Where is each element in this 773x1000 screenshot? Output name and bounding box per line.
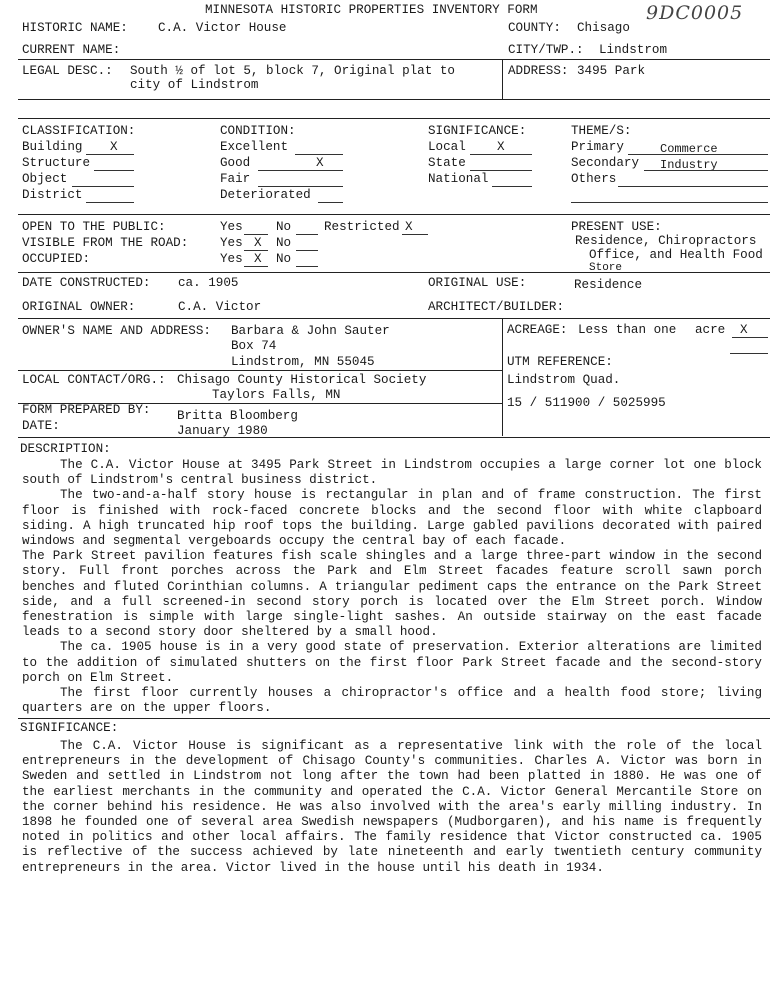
theme-others-label: Others: [571, 172, 617, 186]
divider: [18, 118, 770, 119]
date-value: January 1980: [177, 424, 268, 438]
local-contact-line1: Chisago County Historical Society: [177, 373, 427, 387]
theme-secondary-label: Secondary: [571, 156, 640, 170]
owner-label: OWNER'S NAME AND ADDRESS:: [22, 324, 211, 338]
significance-level-label: SIGNIFICANCE:: [428, 124, 527, 138]
condition-deteriorated: Deteriorated: [220, 188, 311, 202]
blank-line: [628, 154, 768, 155]
description-paragraph: The two-and-a-half story house is rectangular in plan and of frame construction. The first floor is finished with rock-faced concrete blocks and the second floor with white clapboard siding. A high truncated hip roof tops the building. Large gabled pavilions decorated with paired windows and segmental vergeboards occupy the central bay of each facade.: [22, 488, 762, 549]
blank-line: [86, 154, 134, 155]
prepared-by-label: FORM PREPARED BY:: [22, 403, 151, 417]
current-name-label: CURRENT NAME:: [22, 43, 121, 57]
acreage-label: ACREAGE:: [507, 323, 568, 337]
restricted-mark: X: [405, 220, 413, 234]
blank-line: [492, 186, 532, 187]
divider: [18, 370, 503, 371]
blank-line: [402, 234, 428, 235]
address-value: 3495 Park: [577, 64, 646, 78]
open-restricted: Restricted: [324, 220, 400, 234]
classification-object: Object: [22, 172, 68, 186]
significance-label: SIGNIFICANCE:: [20, 721, 119, 735]
divider: [18, 318, 770, 319]
architect-label: ARCHITECT/BUILDER:: [428, 300, 565, 314]
good-mark: X: [316, 156, 324, 170]
legal-desc-line2: city of Lindstrom: [130, 78, 259, 92]
blank-line: [296, 266, 318, 267]
blank-line: [295, 154, 343, 155]
historic-name-label: HISTORIC NAME:: [22, 21, 128, 35]
divider: [18, 437, 770, 438]
divider: [18, 214, 770, 215]
legal-desc-label: LEGAL DESC.:: [22, 64, 113, 78]
condition-label: CONDITION:: [220, 124, 296, 138]
divider: [18, 718, 770, 719]
blank-line: [86, 202, 134, 203]
description-paragraph: The ca. 1905 house is in a very good state of preservation. Exterior alterations are limited to the addition of simulated shutters on the first floor Park Street facade and the second-story porch on Elm Street.: [22, 640, 762, 685]
visible-yes: Yes: [220, 236, 243, 250]
owner-line3: Lindstrom, MN 55045: [231, 355, 375, 369]
blank-line: [470, 154, 532, 155]
condition-good: Good: [220, 156, 251, 170]
divider: [18, 59, 770, 60]
description-paragraph: The Park Street pavilion features fish scale shingles and a large three-part window in the second story. Full front porches across the Park and Elm Street facades feature scroll sawn porch benches and fluted Corinthian columns. A triangular pediment caps the entrance on the Park Street side, and a full screened-in second story porch is located over the Elm Street porch. Window fenestration is simple with large single-light sashes. An outside stairway on the east facade leads to a second story door sheltered by a small hood.: [22, 549, 762, 640]
classification-district: District: [22, 188, 83, 202]
blank-line: [72, 186, 134, 187]
blank-line: [258, 170, 343, 171]
description-paragraph: The first floor currently houses a chiropractor's office and a health food store; living quarters are on the upper floors.: [22, 686, 762, 716]
theme-label: THEME/S:: [571, 124, 632, 138]
blank-line: [244, 234, 268, 235]
condition-fair: Fair: [220, 172, 251, 186]
original-owner-value: C.A. Victor: [178, 300, 262, 314]
local-contact-label: LOCAL CONTACT/ORG.:: [22, 373, 166, 387]
original-use-label: ORIGINAL USE:: [428, 276, 527, 290]
local-contact-line2: Taylors Falls, MN: [212, 388, 341, 402]
blank-line: [296, 250, 318, 251]
utm-coords: 15 / 511900 / 5025995: [507, 396, 666, 410]
blank-line: [244, 266, 268, 267]
blank-line: [644, 170, 768, 171]
blank-line: [618, 186, 768, 187]
theme-primary-label: Primary: [571, 140, 624, 154]
acreage-mark: X: [740, 323, 748, 337]
prepared-by-value: Britta Bloomberg: [177, 409, 298, 423]
present-use-line3: Store: [589, 262, 623, 274]
classification-structure: Structure: [22, 156, 91, 170]
building-mark: X: [110, 140, 118, 154]
present-use-line1: Residence, Chiropractors: [575, 234, 757, 248]
local-mark: X: [497, 140, 505, 154]
city-twp-label: CITY/TWP.:: [508, 43, 584, 57]
date-constructed-value: ca. 1905: [178, 276, 239, 290]
visible-no: No: [276, 236, 292, 250]
county-value: Chisago: [577, 21, 630, 35]
description-text: [22, 458, 762, 716]
date-label: DATE:: [22, 419, 60, 433]
visible-from-road-label: VISIBLE FROM THE ROAD:: [22, 236, 189, 250]
county-label: COUNTY:: [508, 21, 561, 35]
condition-excellent: Excellent: [220, 140, 289, 154]
blank-line: [470, 170, 532, 171]
occupied-no: No: [276, 252, 292, 266]
significance-state: State: [428, 156, 466, 170]
significance-paragraph: The C.A. Victor House is significant as a representative link with the role of the local entrepreneurs in the development of Chisago County's communities. Charles A. Victor was born in Sweden and settled in Lindstrom not long after the town had been platted in 1880. He was one of the earliest merchants in the community and operated the C.A. Victor General Mercantile Store on the corner behind his residence. He was also involved with the area's early milling industry. In 1898 he founded one of several area Swedish newspapers (Mudborgaren), and his name is frequently noted in politics and other local affairs. The family residence that Victor constructed ca. 1905 is reflective of the success achieved by late nineteenth and early twentieth century community entrepreneurs in the area. Victor lived in the house until his death in 1934.: [22, 739, 762, 875]
significance-text: [22, 739, 762, 876]
file-number: 9DC0005: [646, 2, 744, 24]
original-owner-label: ORIGINAL OWNER:: [22, 300, 136, 314]
theme-secondary-value: Industry: [660, 158, 718, 172]
occupied-yes: Yes: [220, 252, 243, 266]
occupied-mark: X: [254, 252, 262, 266]
utm-quad: Lindstrom Quad.: [507, 373, 621, 387]
open-no: No: [276, 220, 292, 234]
historic-name-value: C.A. Victor House: [158, 21, 287, 35]
classification-label: CLASSIFICATION:: [22, 124, 136, 138]
blank-line: [94, 170, 134, 171]
acreage-unit: acre: [695, 323, 726, 337]
original-use-value: Residence: [574, 278, 643, 292]
divider: [18, 99, 770, 100]
open-to-public-label: OPEN TO THE PUBLIC:: [22, 220, 166, 234]
legal-desc-line1: South ½ of lot 5, block 7, Original plat to: [130, 64, 455, 78]
divider: [502, 318, 503, 436]
form-title: MINNESOTA HISTORIC PROPERTIES INVENTORY FORM: [205, 3, 538, 17]
visible-mark: X: [254, 236, 262, 250]
theme-primary-value: Commerce: [660, 142, 718, 156]
blank-line: [318, 202, 343, 203]
utm-label: UTM REFERENCE:: [507, 355, 613, 369]
date-constructed-label: DATE CONSTRUCTED:: [22, 276, 151, 290]
open-yes: Yes: [220, 220, 243, 234]
divider: [502, 59, 503, 99]
divider: [18, 272, 770, 273]
owner-line1: Barbara & John Sauter: [231, 324, 390, 338]
present-use-label: PRESENT USE:: [571, 220, 662, 234]
blank-line: [730, 353, 768, 354]
acreage-value: Less than one: [578, 323, 677, 337]
blank-line: [258, 186, 343, 187]
blank-line: [244, 250, 268, 251]
classification-building: Building: [22, 140, 83, 154]
blank-line: [296, 234, 318, 235]
owner-line2: Box 74: [231, 339, 277, 353]
significance-national: National: [428, 172, 489, 186]
occupied-label: OCCUPIED:: [22, 252, 91, 266]
significance-local: Local: [428, 140, 466, 154]
present-use-line2: Office, and Health Food: [589, 248, 763, 262]
description-label: DESCRIPTION:: [20, 442, 111, 456]
address-label: ADDRESS:: [508, 64, 569, 78]
blank-line: [571, 202, 768, 203]
city-twp-value: Lindstrom: [599, 43, 668, 57]
description-paragraph: The C.A. Victor House at 3495 Park Street in Lindstrom occupies a large corner lot one block south of Lindstrom's central business district.: [22, 458, 762, 488]
blank-line: [732, 337, 768, 338]
